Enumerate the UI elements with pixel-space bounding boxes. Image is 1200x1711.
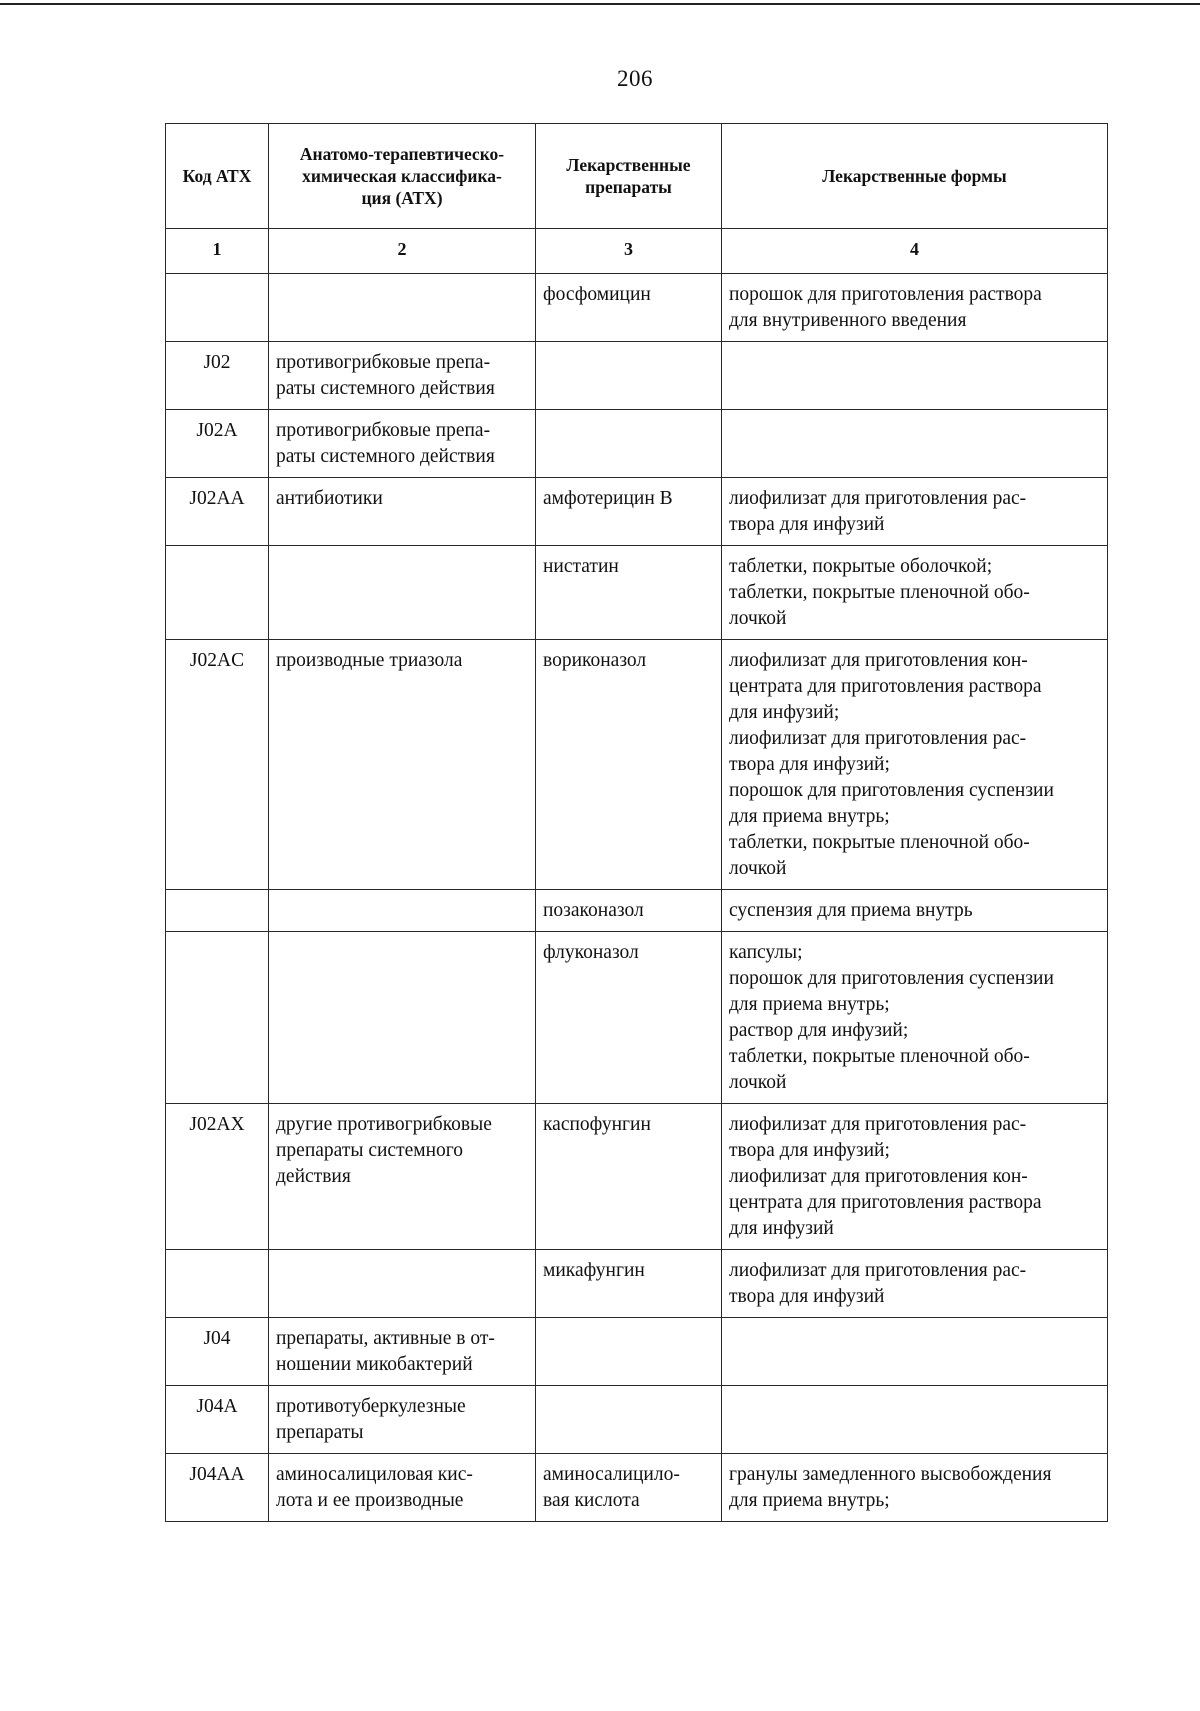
- drug-name-cell: аминосалицило- вая кислота: [536, 1454, 722, 1522]
- drug-name-cell: [536, 410, 722, 478]
- atx-code-cell: [166, 546, 269, 640]
- atx-classification-table: [165, 123, 1108, 1522]
- dosage-forms-cell: лиофилизат для приготовления рас- твора для инфузий; лиофилизат для приготовления кон- центрата для приготовления раствора для инфузий: [722, 1104, 1108, 1250]
- dosage-forms-cell: лиофилизат для приготовления рас- твора для инфузий: [722, 1250, 1108, 1318]
- atx-code-cell: J04AA: [166, 1454, 269, 1522]
- table-row: [166, 546, 1108, 640]
- column-number: 3: [536, 229, 722, 274]
- drug-name-cell: [536, 1318, 722, 1386]
- atx-code-cell: J02A: [166, 410, 269, 478]
- atx-code-cell: J02: [166, 342, 269, 410]
- atx-code-cell: J04: [166, 1318, 269, 1386]
- atx-code-cell: [166, 1250, 269, 1318]
- table-row: [166, 1104, 1108, 1250]
- drug-name-cell: каспофунгин: [536, 1104, 722, 1250]
- table-row: [166, 478, 1108, 546]
- table-row: [166, 342, 1108, 410]
- dosage-forms-cell: [722, 1318, 1108, 1386]
- table-header-row: [166, 124, 1108, 229]
- classification-cell: другие противогрибковые препараты системного действия: [269, 1104, 536, 1250]
- column-number: 1: [166, 229, 269, 274]
- classification-cell: противотуберкулезные препараты: [269, 1386, 536, 1454]
- header-atx-code: Код АТХ: [166, 124, 269, 229]
- dosage-forms-cell: суспензия для приема внутрь: [722, 890, 1108, 932]
- drug-name-cell: фосфомицин: [536, 274, 722, 342]
- dosage-forms-cell: [722, 410, 1108, 478]
- table-row: [166, 1250, 1108, 1318]
- dosage-forms-cell: лиофилизат для приготовления кон- центрата для приготовления раствора для инфузий; лиофилизат для приготовления рас- твора для инфузий; порошок для приготовления суспензии для приема внутрь; таблетки, покрытые пленочной обо- лочкой: [722, 640, 1108, 890]
- table-row: [166, 1318, 1108, 1386]
- classification-cell: [269, 932, 536, 1104]
- classification-cell: [269, 890, 536, 932]
- dosage-forms-cell: капсулы; порошок для приготовления суспензии для приема внутрь; раствор для инфузий; таблетки, покрытые пленочной обо- лочкой: [722, 932, 1108, 1104]
- table-row: [166, 274, 1108, 342]
- dosage-forms-cell: лиофилизат для приготовления рас- твора для инфузий: [722, 478, 1108, 546]
- page-number: 206: [617, 66, 653, 91]
- column-number-row: [166, 229, 1108, 274]
- atx-code-cell: J02AA: [166, 478, 269, 546]
- dosage-forms-cell: порошок для приготовления раствора для внутривенного введения: [722, 274, 1108, 342]
- drug-name-cell: нистатин: [536, 546, 722, 640]
- drug-name-cell: амфотерицин В: [536, 478, 722, 546]
- drug-name-cell: флуконазол: [536, 932, 722, 1104]
- classification-cell: производные триазола: [269, 640, 536, 890]
- atx-code-cell: J02AX: [166, 1104, 269, 1250]
- classification-cell: противогрибковые препа- раты системного действия: [269, 342, 536, 410]
- table-row: [166, 1454, 1108, 1522]
- header-drugs: Лекарственные препараты: [536, 124, 722, 229]
- classification-cell: препараты, активные в от- ношении микобактерий: [269, 1318, 536, 1386]
- classification-cell: аминосалициловая кис- лота и ее производные: [269, 1454, 536, 1522]
- dosage-forms-cell: [722, 342, 1108, 410]
- atx-code-cell: [166, 890, 269, 932]
- atx-code-cell: [166, 932, 269, 1104]
- dosage-forms-cell: таблетки, покрытые оболочкой; таблетки, покрытые пленочной обо- лочкой: [722, 546, 1108, 640]
- table-body: [166, 274, 1108, 1522]
- classification-cell: противогрибковые препа- раты системного действия: [269, 410, 536, 478]
- table-row: [166, 932, 1108, 1104]
- drug-name-cell: вориконазол: [536, 640, 722, 890]
- classification-cell: [269, 274, 536, 342]
- top-border-line: [0, 3, 1200, 5]
- dosage-forms-cell: гранулы замедленного высвобождения для приема внутрь;: [722, 1454, 1108, 1522]
- table-row: [166, 890, 1108, 932]
- atx-code-cell: J02AC: [166, 640, 269, 890]
- column-number: 4: [722, 229, 1108, 274]
- header-atx-classification: Анатомо-терапевтическо- химическая классифика- ция (АТХ): [269, 124, 536, 229]
- drug-name-cell: [536, 1386, 722, 1454]
- classification-cell: антибиотики: [269, 478, 536, 546]
- drug-name-cell: [536, 342, 722, 410]
- drug-name-cell: микафунгин: [536, 1250, 722, 1318]
- atx-code-cell: [166, 274, 269, 342]
- atx-code-cell: J04A: [166, 1386, 269, 1454]
- classification-cell: [269, 1250, 536, 1318]
- table-row: [166, 410, 1108, 478]
- dosage-forms-cell: [722, 1386, 1108, 1454]
- table-row: [166, 1386, 1108, 1454]
- drug-name-cell: позаконазол: [536, 890, 722, 932]
- classification-cell: [269, 546, 536, 640]
- header-dosage-forms: Лекарственные формы: [722, 124, 1108, 229]
- column-number: 2: [269, 229, 536, 274]
- table-row: [166, 640, 1108, 890]
